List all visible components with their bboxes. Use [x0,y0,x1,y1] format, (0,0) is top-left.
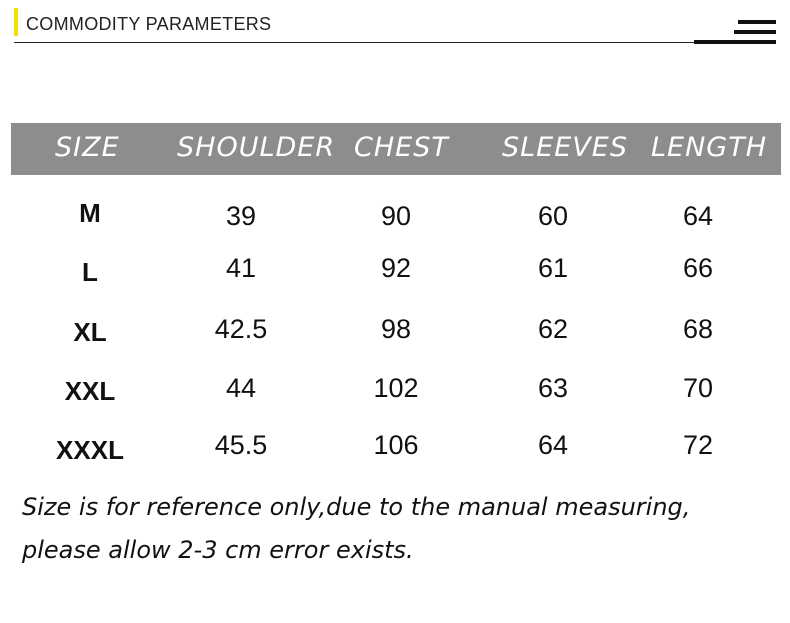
table-cell-size: M [79,198,101,228]
column-header-shoulder: SHOULDER [177,132,336,163]
column-header-sleeves: SLEEVES [502,132,628,163]
table-cell: 62 [537,314,569,344]
table-cell: 66 [682,253,714,283]
table-cell: 70 [682,373,714,403]
header [0,0,790,80]
table-cell: 42.5 [214,314,268,344]
page-title: COMMODITY PARAMETERS [26,14,272,34]
accent-bar [14,8,18,36]
table-cell: 106 [373,430,419,460]
table-cell: 98 [380,314,412,344]
table-header-row [11,123,781,175]
column-header-length: LENGTH [651,132,768,163]
size-disclaimer-line-1: Size is for reference only,due to the manual measuring, [22,493,691,521]
menu-lines-icon [694,20,776,48]
table-cell: 61 [537,253,569,283]
table-cell: 102 [373,373,419,403]
table-cell: 64 [682,201,714,231]
table-cell: 64 [537,430,569,460]
table-cell: 90 [380,201,412,231]
column-header-size: SIZE [55,132,120,163]
table-cell: 63 [537,373,569,403]
size-disclaimer [22,486,782,572]
size-disclaimer-line-2: please allow 2-3 cm error exists. [22,536,414,564]
table-cell: 39 [225,201,257,231]
table-cell-size: XXXL [56,435,124,465]
table-cell: 44 [225,373,257,403]
column-header-chest: CHEST [354,132,449,163]
table-cell: 45.5 [214,430,268,460]
header-divider [14,42,774,43]
table-cell: 60 [537,201,569,231]
table-cell-size: L [82,257,98,287]
table-cell-size: XXL [64,376,116,406]
table-cell: 68 [682,314,714,344]
table-cell: 41 [225,253,257,283]
table-cell: 92 [380,253,412,283]
table-cell: 72 [682,430,714,460]
table-cell-size: XL [73,317,107,347]
